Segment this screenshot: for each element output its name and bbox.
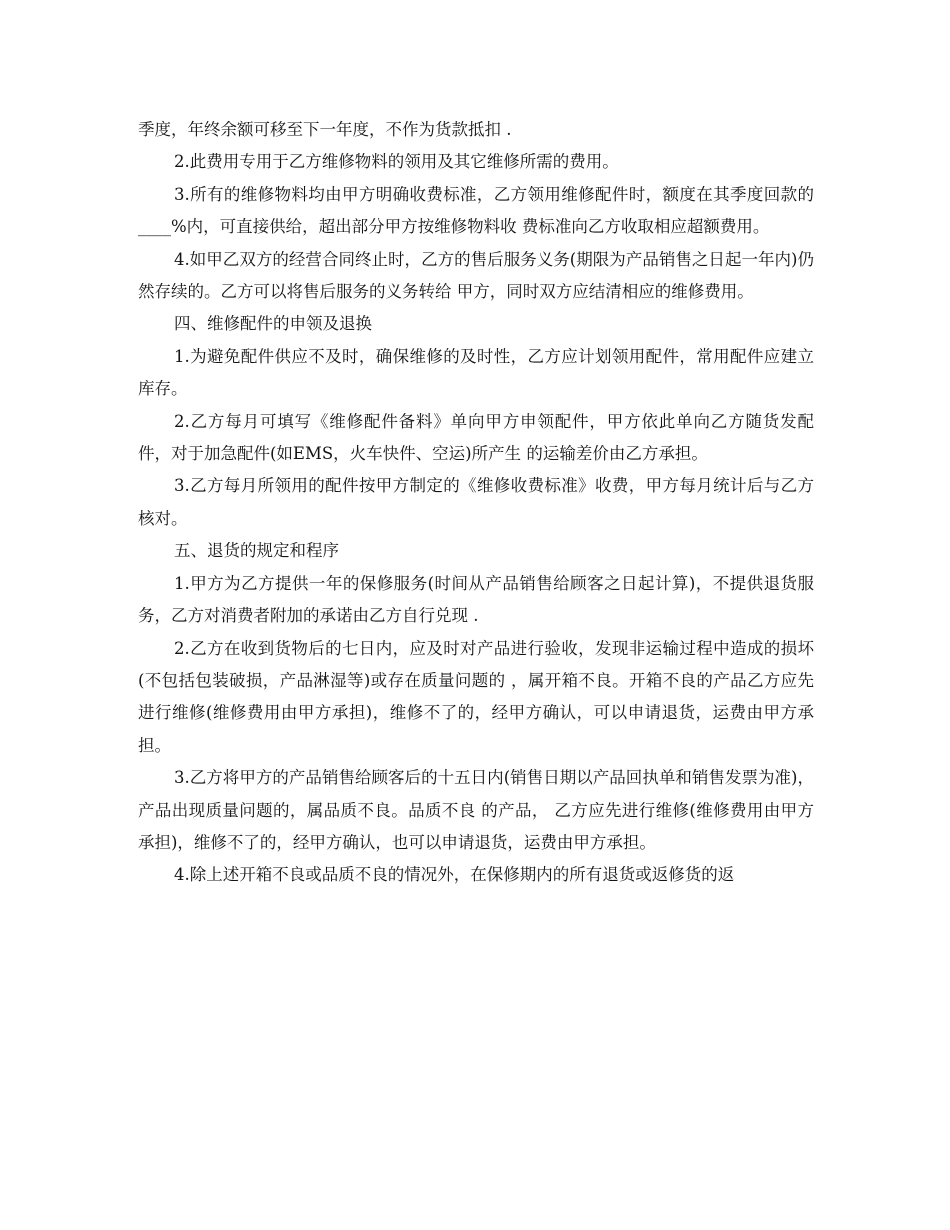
document-body: [138, 114, 814, 892]
paragraph-parts-charges: 3.乙方每月所领用的配件按甲方制定的《维修收费标准》收费，甲方每月统计后与乙方核对。: [138, 476, 814, 528]
paragraph-other-returns: 4.除上述开箱不良或品质不良的情况外，在保修期内的所有退货或返修货的返: [174, 865, 735, 885]
paragraph-parts-request: 2.乙方每月可填写《维修配件备料》单向甲方申领配件，甲方依此单向乙方随货发配件，对于加急配件(如EMS，火车快件、空运)所产生 的运输差价由乙方承担。: [138, 411, 814, 464]
section-heading-returns: 五、退货的规定和程序: [174, 541, 339, 561]
paragraph-fee-usage: 2.此费用专用于乙方维修物料的领用及其它维修所需的费用。: [174, 152, 619, 172]
paragraph-warranty-service: 1.甲方为乙方提供一年的保修服务(时间从产品销售给顾客之日起计算)，不提供退货服务，乙方对消费者附加的承诺由乙方自行兑现 .: [138, 573, 814, 626]
paragraph-fee-standard: 3.所有的维修物料均由甲方明确收费标准，乙方领用维修配件时，额度在其季度回款的____%内，可直接供给，超出部分甲方按维修物料收 费标准向乙方收取相应超额费用。: [138, 184, 814, 237]
paragraph-parts-stock: 1.为避免配件供应不及时，确保维修的及时性，乙方应计划领用配件，常用配件应建立库存。: [138, 346, 814, 399]
paragraph-unpacking-defect: 2.乙方在收到货物后的七日内，应及时对产品进行验收，发现非运输过程中造成的损坏(不包括包装破损，产品淋湿等)或存在质量问题的 ，属开箱不良。开箱不良的产品乙方应先进行维修(维修费用由甲方承担)，维修不了的，经甲方确认，可以申请退货，运费由甲方承担。: [138, 638, 814, 755]
paragraph-continuation: 季度，年终余额可移至下一年度，不作为货款抵扣 .: [138, 120, 512, 139]
paragraph-quality-defect: 3.乙方将甲方的产品销售给顾客后的十五日内(销售日期以产品回执单和销售发票为准)，产品出现质量问题的，属品质不良。品质不良 的产品， 乙方应先进行维修(维修费用由甲方承担)，维修不了的，经甲方确认，也可以申请退货，运费由甲方承担。: [138, 768, 814, 852]
section-heading-parts-application: 四、维修配件的申领及退换: [174, 314, 372, 334]
paragraph-contract-termination: 4.如甲乙双方的经营合同终止时，乙方的售后服务义务(期限为产品销售之日起一年内)仍然存续的。乙方可以将售后服务的义务转给 甲方，同时双方应结清相应的维修费用。: [138, 249, 814, 302]
